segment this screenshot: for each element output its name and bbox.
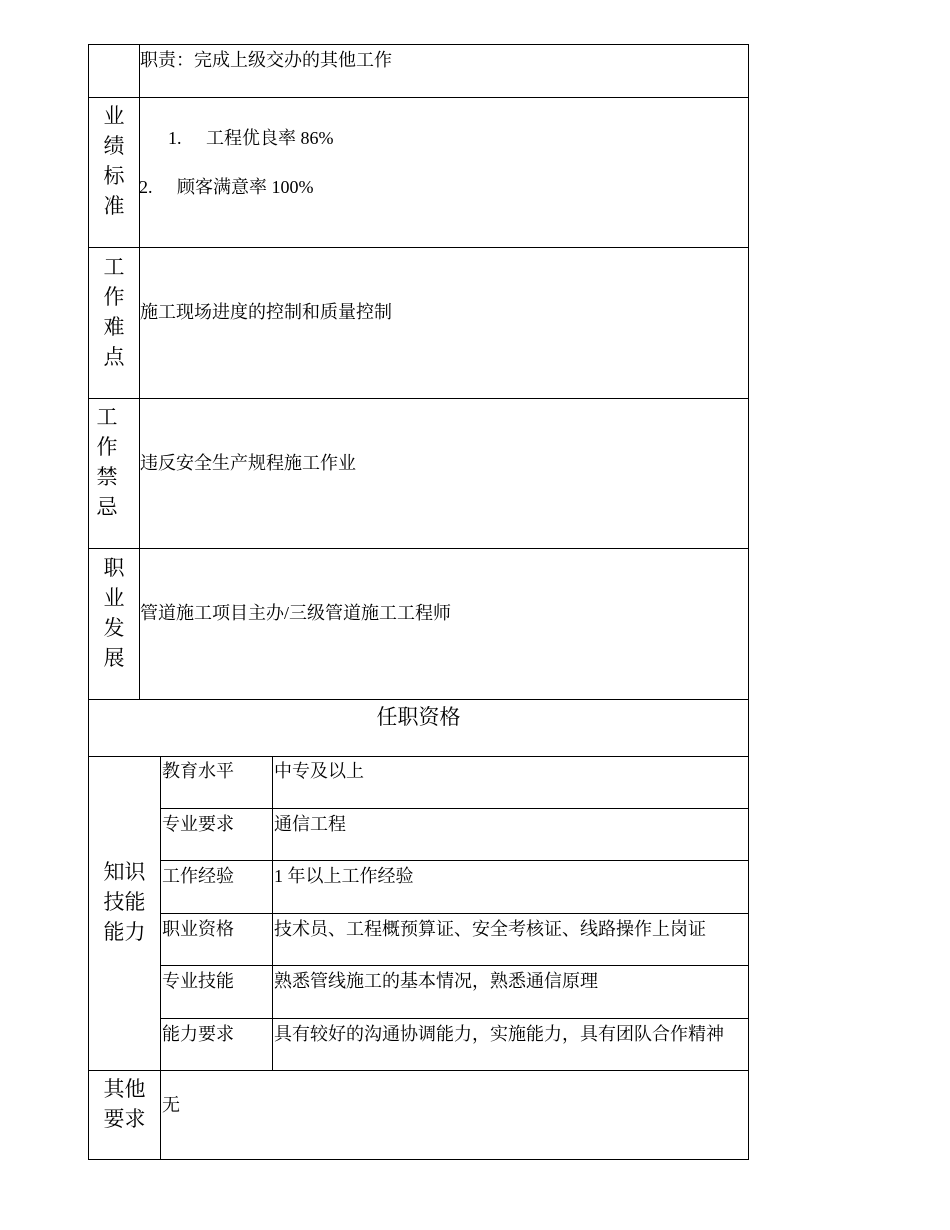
other-requirements-text: 无 — [162, 1095, 180, 1115]
row-divider — [88, 247, 749, 248]
qual-row-divider — [160, 860, 749, 861]
qual-row-divider — [160, 965, 749, 966]
qual-value-ability: 具有较好的沟通协调能力，实施能力，具有团队合作精神 — [274, 1024, 724, 1044]
row-divider — [88, 699, 749, 700]
row-divider — [88, 756, 749, 757]
table-border-right — [748, 44, 749, 1160]
row-divider — [88, 398, 749, 399]
other-requirements-label: 其他 要求 — [103, 1077, 146, 1131]
performance-item-text: 顾客满意率 100% — [177, 177, 314, 197]
knowledge-skill-ability-label: 知识 技能 能力 — [103, 860, 146, 944]
duty-text: 职责：完成上级交办的其他工作 — [140, 50, 392, 70]
performance-item-text: 工程优良率 86% — [206, 128, 334, 148]
difficulty-text: 施工现场进度的控制和质量控制 — [140, 302, 392, 322]
taboo-label: 工 作 禁 忌 — [96, 405, 118, 519]
qual-key-education: 教育水平 — [162, 761, 234, 781]
performance-label: 业 绩 标 准 — [103, 104, 125, 218]
table-border-bottom — [88, 1159, 749, 1160]
difficulty-label: 工 作 难 点 — [103, 255, 125, 369]
qual-key-major: 专业要求 — [162, 814, 234, 834]
row-divider — [88, 97, 749, 98]
row-divider — [88, 1070, 749, 1071]
career-label: 职 业 发 展 — [103, 556, 125, 670]
qual-value-education: 中专及以上 — [274, 761, 364, 781]
qual-key-ability: 能力要求 — [162, 1024, 234, 1044]
qualifications-title: 任职资格 — [376, 705, 461, 729]
qual-row-divider — [160, 1018, 749, 1019]
label-column-divider — [139, 44, 140, 699]
taboo-text: 违反安全生产规程施工作业 — [140, 453, 356, 473]
performance-item-number: 2. — [139, 177, 153, 197]
row-divider — [88, 548, 749, 549]
qual-value-professional-skill: 熟悉管线施工的基本情况，熟悉通信原理 — [274, 971, 598, 991]
qual-key-experience: 工作经验 — [162, 866, 234, 886]
qual-row-divider — [160, 913, 749, 914]
group-column-divider — [160, 756, 161, 1160]
performance-item-number: 1. — [168, 128, 182, 148]
career-text: 管道施工项目主办/三级管道施工工程师 — [140, 603, 451, 623]
qual-value-major: 通信工程 — [274, 814, 346, 834]
qual-value-experience: 1 年以上工作经验 — [274, 866, 414, 886]
qual-row-divider — [160, 808, 749, 809]
table-border-top — [88, 44, 749, 45]
qual-value-certification: 技术员、工程概预算证、安全考核证、线路操作上岗证 — [274, 919, 706, 939]
qual-key-professional-skill: 专业技能 — [162, 971, 234, 991]
qual-key-certification: 职业资格 — [162, 919, 234, 939]
